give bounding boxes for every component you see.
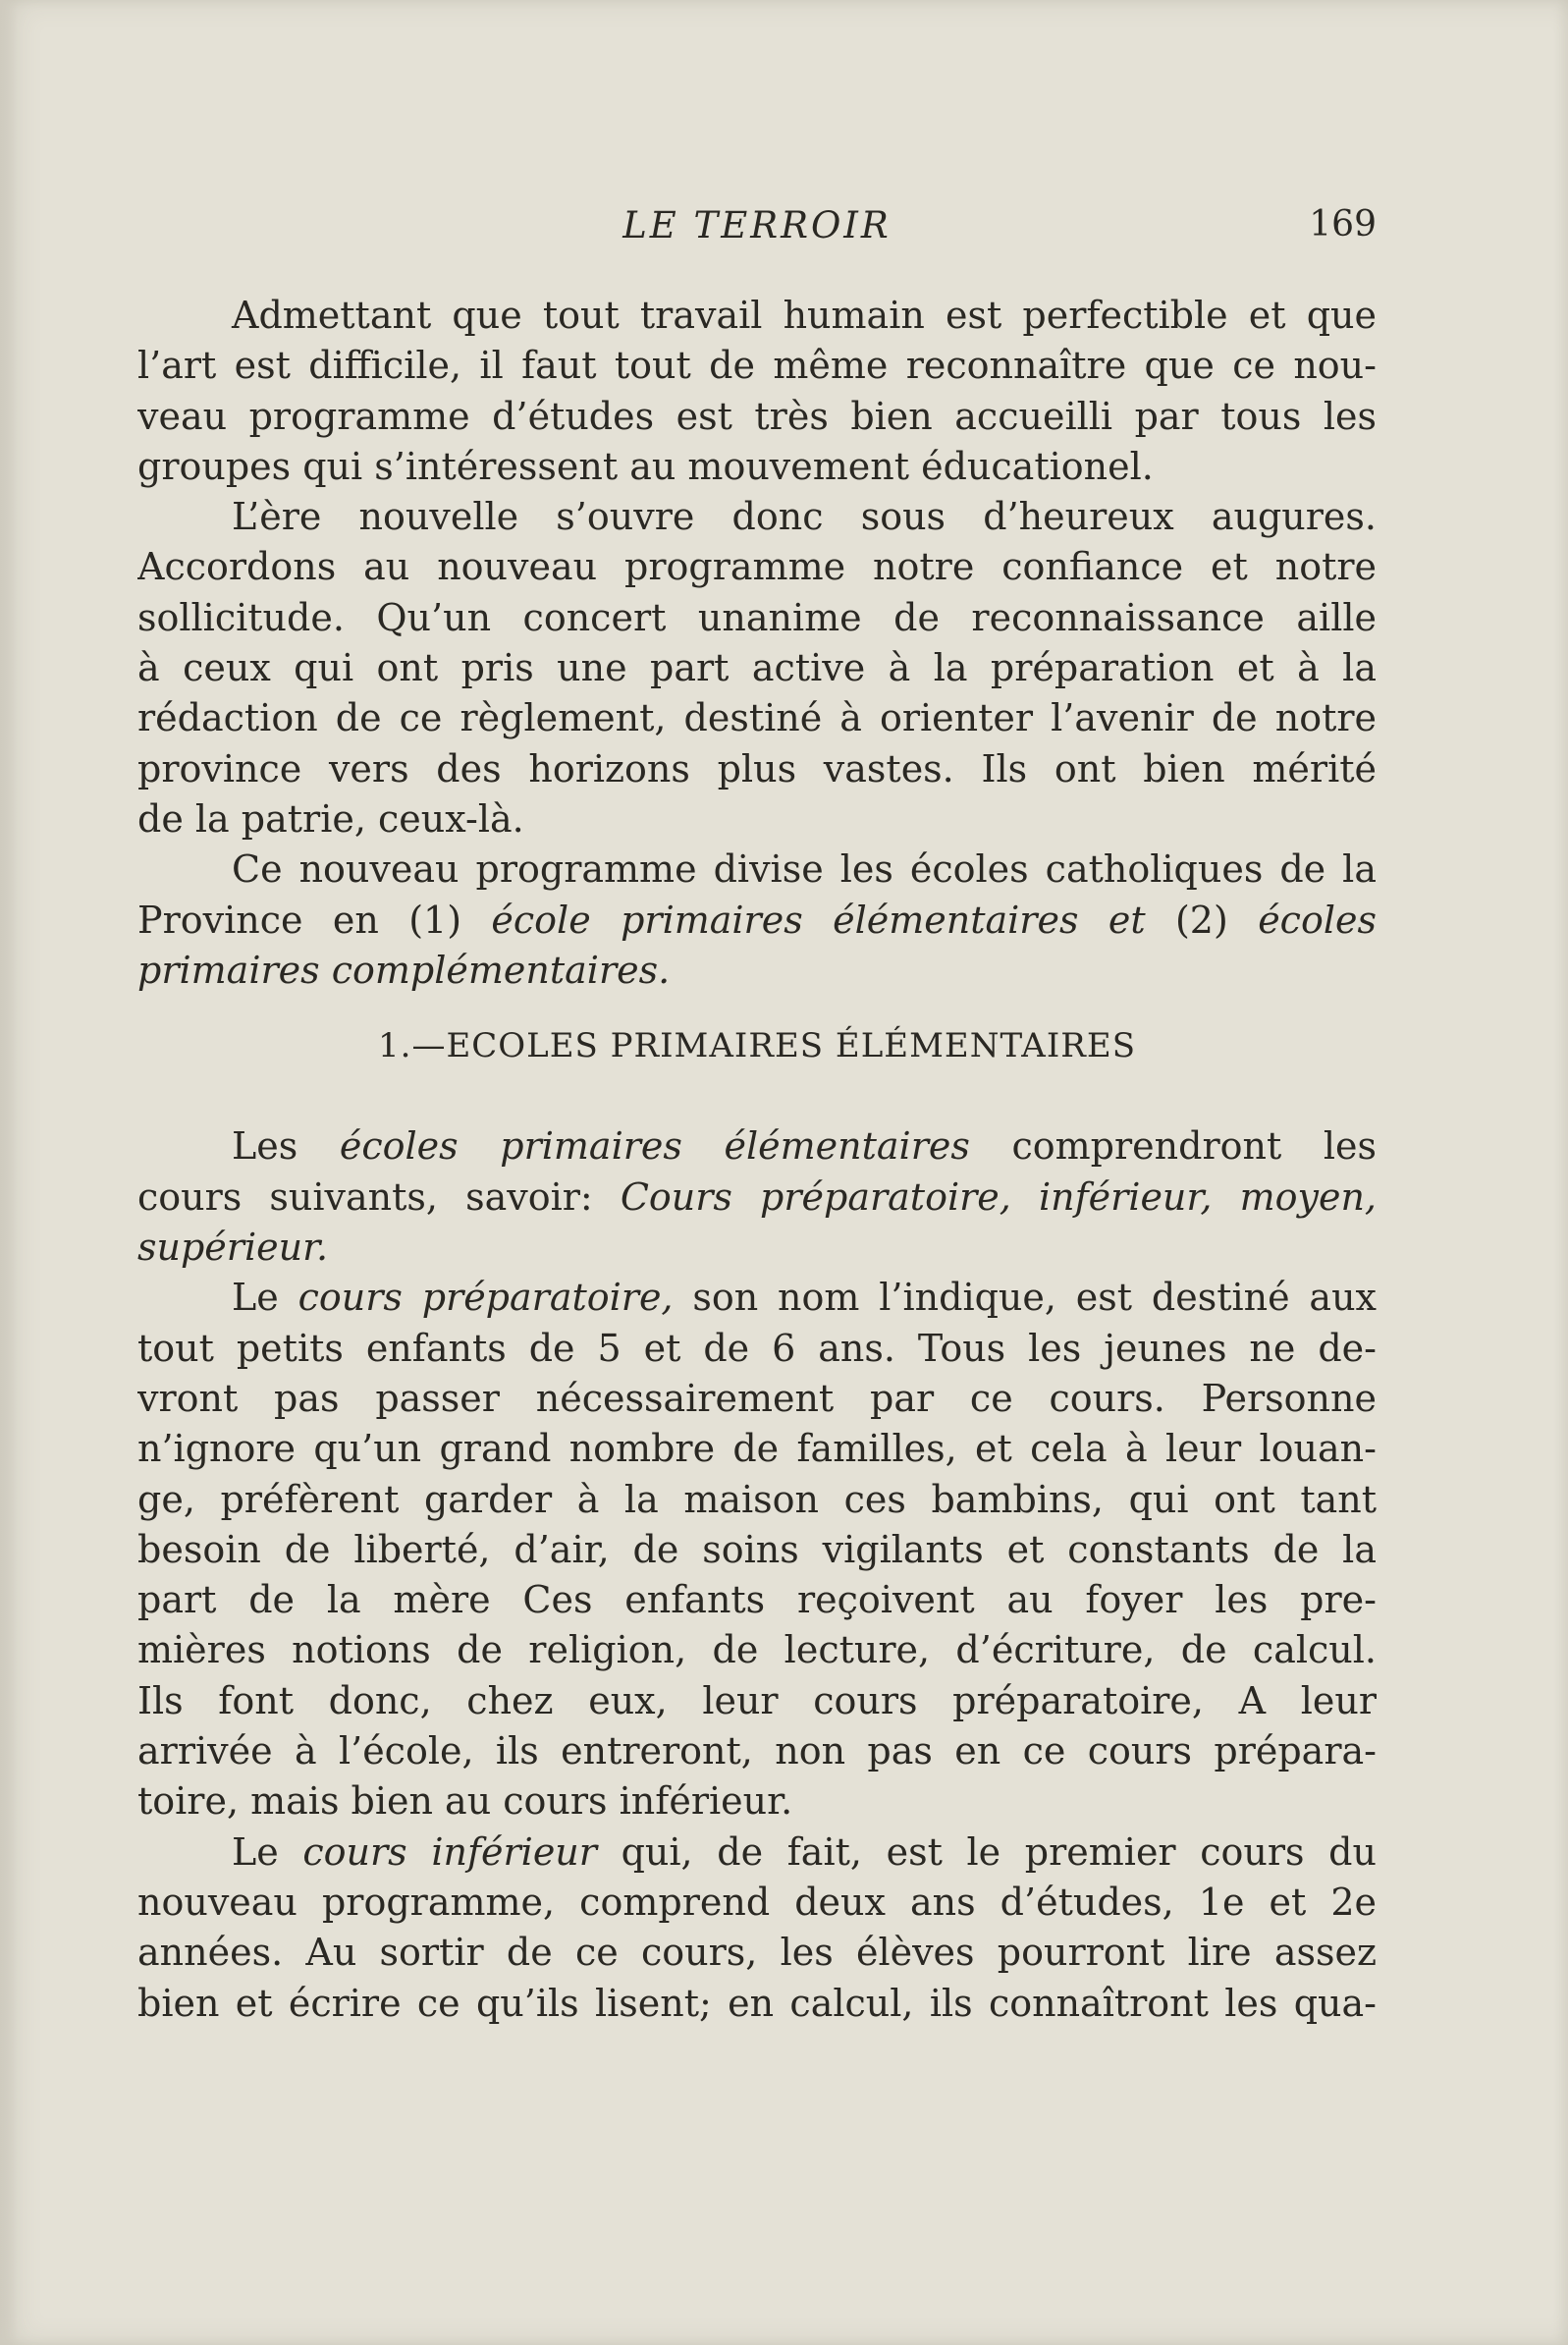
text-line: Admettant que tout travail humain est perfectible et que — [232, 294, 1377, 337]
text-line: veau programme d’études est très bien accueilli par tous les — [137, 394, 1377, 438]
text-line: toire, mais bien au cours inférieur. — [137, 1779, 793, 1824]
text-line: ge, préfèrent garder à la maison ces bambins, qui ont tant — [137, 1477, 1377, 1521]
text-line — [137, 1223, 1377, 1273]
text-line: vront pas passer nécessairement par ce cours. Personne — [137, 1376, 1377, 1420]
running-head: LE TERROIR — [622, 204, 892, 246]
italic-run: cours préparatoire, — [297, 1276, 674, 1320]
text-run: cours suivants, savoir: — [137, 1174, 621, 1219]
paragraph-5 — [137, 1273, 1377, 1827]
text-line: de la patrie, ceux-là. — [137, 796, 524, 841]
text-run: comprendront les — [969, 1124, 1377, 1169]
text-line: groupes qui s’intéressent au mouvement éducationel. — [137, 444, 1154, 488]
text-line: Accordons au nouveau programme notre confiance et notre — [137, 545, 1377, 589]
italic-run: école primaires élémentaires et — [491, 898, 1146, 942]
text-line: arrivée à l’école, ils entreront, non pas en ce cours prépara- — [137, 1729, 1377, 1773]
text-line — [137, 1827, 1377, 1878]
text-line: province vers des horizons plus vastes. Ils ont bien mérité — [137, 746, 1377, 791]
text-line: Ils font donc, chez eux, leur cours préparatoire, A leur — [137, 1678, 1377, 1722]
text-line: à ceux qui ont pris une part active à la préparation et à la — [137, 646, 1377, 690]
italic-run: primaires complémentaires. — [137, 948, 671, 992]
text-run: Les — [232, 1124, 340, 1169]
text-line: mières notions de religion, de lecture, d’écriture, de calcul. — [137, 1628, 1377, 1672]
italic-run: Cours préparatoire, inférieur, moyen, — [620, 1174, 1377, 1219]
text-line: années. Au sortir de ce cours, les élèves pourront lire assez — [137, 1931, 1377, 1975]
text-line — [137, 1172, 1377, 1223]
section-heading: 1.—ECOLES PRIMAIRES ÉLÉMENTAIRES — [378, 1026, 1136, 1066]
paragraph-4 — [137, 1121, 1377, 1273]
text-run: son nom l’indique, est destiné aux — [673, 1276, 1377, 1320]
text-line: bien et écrire ce qu’ils lisent; en calcul, ils connaîtront les qua- — [137, 1981, 1377, 2025]
text-line: besoin de liberté, d’air, de soins vigilants et constants de la — [137, 1527, 1377, 1571]
text-line: l’art est difficile, il faut tout de même reconnaître que ce nou- — [137, 344, 1377, 388]
italic-run: supérieur. — [137, 1226, 329, 1270]
text-line: part de la mère Ces enfants reçoivent au foyer les pre- — [137, 1578, 1377, 1622]
text-line: tout petits enfants de 5 et de 6 ans. Tous les jeunes ne de- — [137, 1326, 1377, 1370]
text-run: Le — [232, 1276, 298, 1320]
text-run: qui, de fait, est le premier cours du — [596, 1829, 1377, 1874]
paragraph-6 — [137, 1827, 1377, 2029]
body-text — [137, 291, 1377, 2029]
text-line: rédaction de ce règlement, destiné à orienter l’avenir de notre — [137, 696, 1377, 740]
text-line — [137, 896, 1377, 946]
text-line: nouveau programme, comprend deux ans d’études, 1e et 2e — [137, 1880, 1377, 1924]
text-run: Le — [232, 1829, 303, 1874]
text-run: (2) — [1145, 898, 1259, 942]
italic-run: écoles primaires élémentaires — [339, 1124, 970, 1169]
paragraph-2 — [137, 492, 1377, 845]
text-run: Province en (1) — [137, 898, 492, 942]
text-line: L’ère nouvelle s’ouvre donc sous d’heureux augures. — [232, 495, 1377, 539]
text-line: sollicitude. Qu’un concert unanime de reconnaissance aille — [137, 595, 1377, 639]
text-line — [137, 1273, 1377, 1323]
italic-run: écoles — [1258, 898, 1377, 942]
paragraph-1 — [137, 291, 1377, 492]
text-line — [137, 1121, 1377, 1172]
italic-run: cours inférieur — [302, 1829, 597, 1874]
page-header — [137, 204, 1377, 259]
paragraph-3 — [137, 845, 1377, 996]
text-line: n’ignore qu’un grand nombre de familles, et cela à leur louan- — [137, 1427, 1377, 1471]
text-line — [137, 946, 1377, 996]
page-number: 169 — [1309, 204, 1377, 245]
page-spine-shadow — [0, 0, 18, 2345]
text-line: Ce nouveau programme divise les écoles catholiques de la — [232, 847, 1377, 892]
